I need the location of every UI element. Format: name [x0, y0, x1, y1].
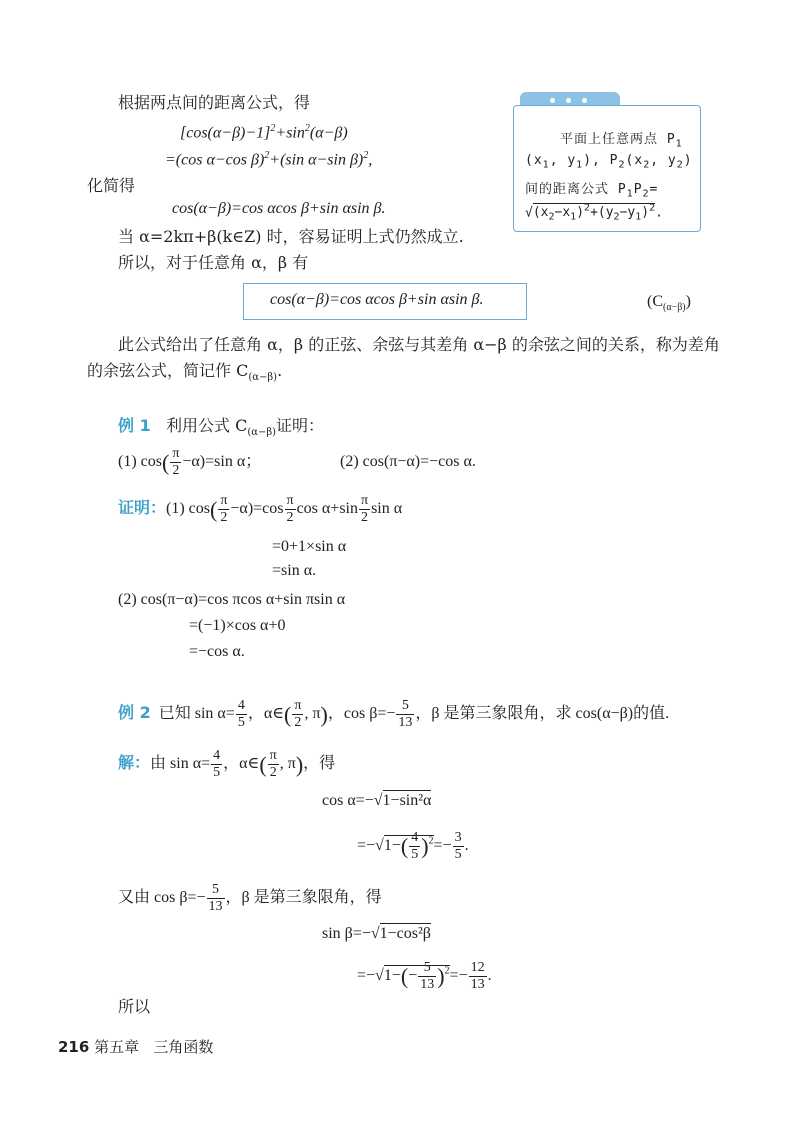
- example1-part2: (2) cos(π−α)=−cos α.: [340, 453, 476, 470]
- proof2-line3: =−cos α.: [189, 643, 245, 660]
- example2-label: 例 2: [118, 703, 151, 723]
- description-line1: 此公式给出了任意角 α，β 的正弦、余弦与其差角 α−β 的余弦之间的关系，称为差角: [118, 335, 720, 354]
- side-note-line4: $√(x_2-x_1)^2+(y_2-y_1)^2$.: [525, 203, 663, 223]
- formula-tag: $(C_{(\alpha-\beta)})$: [647, 293, 691, 314]
- chapter-title: 三角函数: [153, 1038, 214, 1056]
- simplified-equation: cos(α−β)=cos αcos β+sin αsin β.: [172, 200, 386, 217]
- sin-beta-line2: =−√1−(− $\frac{5}{13}$ )$^2$=− $\frac{12}{13}$ .: [357, 960, 492, 992]
- cos-alpha-line1: cos α=−√1−sin²α: [322, 792, 432, 809]
- simplify-label: 化简得: [87, 176, 136, 195]
- example1-heading: 例 1 利用公式 $C_{(\alpha-\beta)}$证明：: [118, 416, 325, 439]
- proof1-line3: =sin α.: [272, 562, 317, 579]
- proof-label: 证明：: [118, 498, 167, 518]
- proof2-line2: =(−1)×cos α+0: [189, 617, 286, 634]
- solution-line1: 解：由 sin α= $\frac{4}{5}$ ，α∈( $\frac{\pi}{2}$ , π)，得: [118, 748, 336, 780]
- page-number: 216: [58, 1038, 90, 1056]
- example1-part1: (1) cos( $\frac{\pi}{2}$ −α)=sin α；: [118, 446, 262, 478]
- any-angle-statement: 所以，对于任意角 α，β 有: [118, 253, 309, 272]
- therefore-label: 所以: [118, 997, 151, 1016]
- distance-equation-line1: $[\cos(\alpha-\beta)-1]^2+\sin^2(\alpha-\beta)$: [180, 123, 348, 142]
- side-note-line3: 间的距离公式 $P_1P_2=$: [525, 182, 659, 200]
- intro-paragraph: 根据两点间的距离公式，得: [118, 93, 311, 112]
- example1-label: 例 1: [118, 416, 151, 435]
- example2-problem: 例 2 已知 sin α= $\frac{4}{5}$ ，α∈( $\frac{\pi}{2}$ , π)，cos β=− $\frac{5}{13}$ ，β 是第三象限角，求 cos(α−β)的值.: [118, 698, 670, 730]
- page-footer: [58, 1036, 213, 1057]
- distance-equation-line2: =(cos α−cos β)$^2$+(sin α−sin β)$^2$,: [165, 150, 373, 169]
- difference-cosine-formula: cos(α−β)=cos αcos β+sin αsin β.: [270, 291, 484, 308]
- sin-beta-line1: sin β=−√1−cos²β: [322, 925, 431, 942]
- note-dot: [582, 98, 587, 103]
- chapter-label: 第五章: [94, 1038, 140, 1056]
- note-dot: [566, 98, 571, 103]
- side-note-line2: ($x_1$, $y_1$), $P_2(x_2$, $y_2$): [525, 153, 693, 171]
- cos-beta-given: 又由 cos β=− $\frac{5}{13}$ ，β 是第三象限角，得: [118, 882, 382, 914]
- description-line2: 的余弦公式，简记作 $C_{(\alpha-\beta)}$.: [87, 361, 283, 384]
- note-dot: [550, 98, 555, 103]
- proof2-line1: (2) cos(π−α)=cos πcos α+sin πsin α: [118, 591, 346, 608]
- side-note-line1: 平面上任意两点 $P_1$: [560, 132, 683, 150]
- proof1-line1: 证明：(1) cos( $\frac{\pi}{2}$ −α)=cos $\frac{\pi}{2}$ cos α+sin $\frac{\pi}{2}$ sin α: [118, 493, 403, 525]
- solution-label: 解：: [118, 753, 151, 773]
- cos-alpha-line2: =−√1−( $\frac{4}{5}$ )$^2$=− $\frac{3}{5}$ .: [357, 830, 469, 862]
- generalization-note: 当 α=2kπ+β(k∈Z) 时，容易证明上式仍然成立.: [118, 227, 464, 246]
- proof1-line2: =0+1×sin α: [272, 538, 347, 555]
